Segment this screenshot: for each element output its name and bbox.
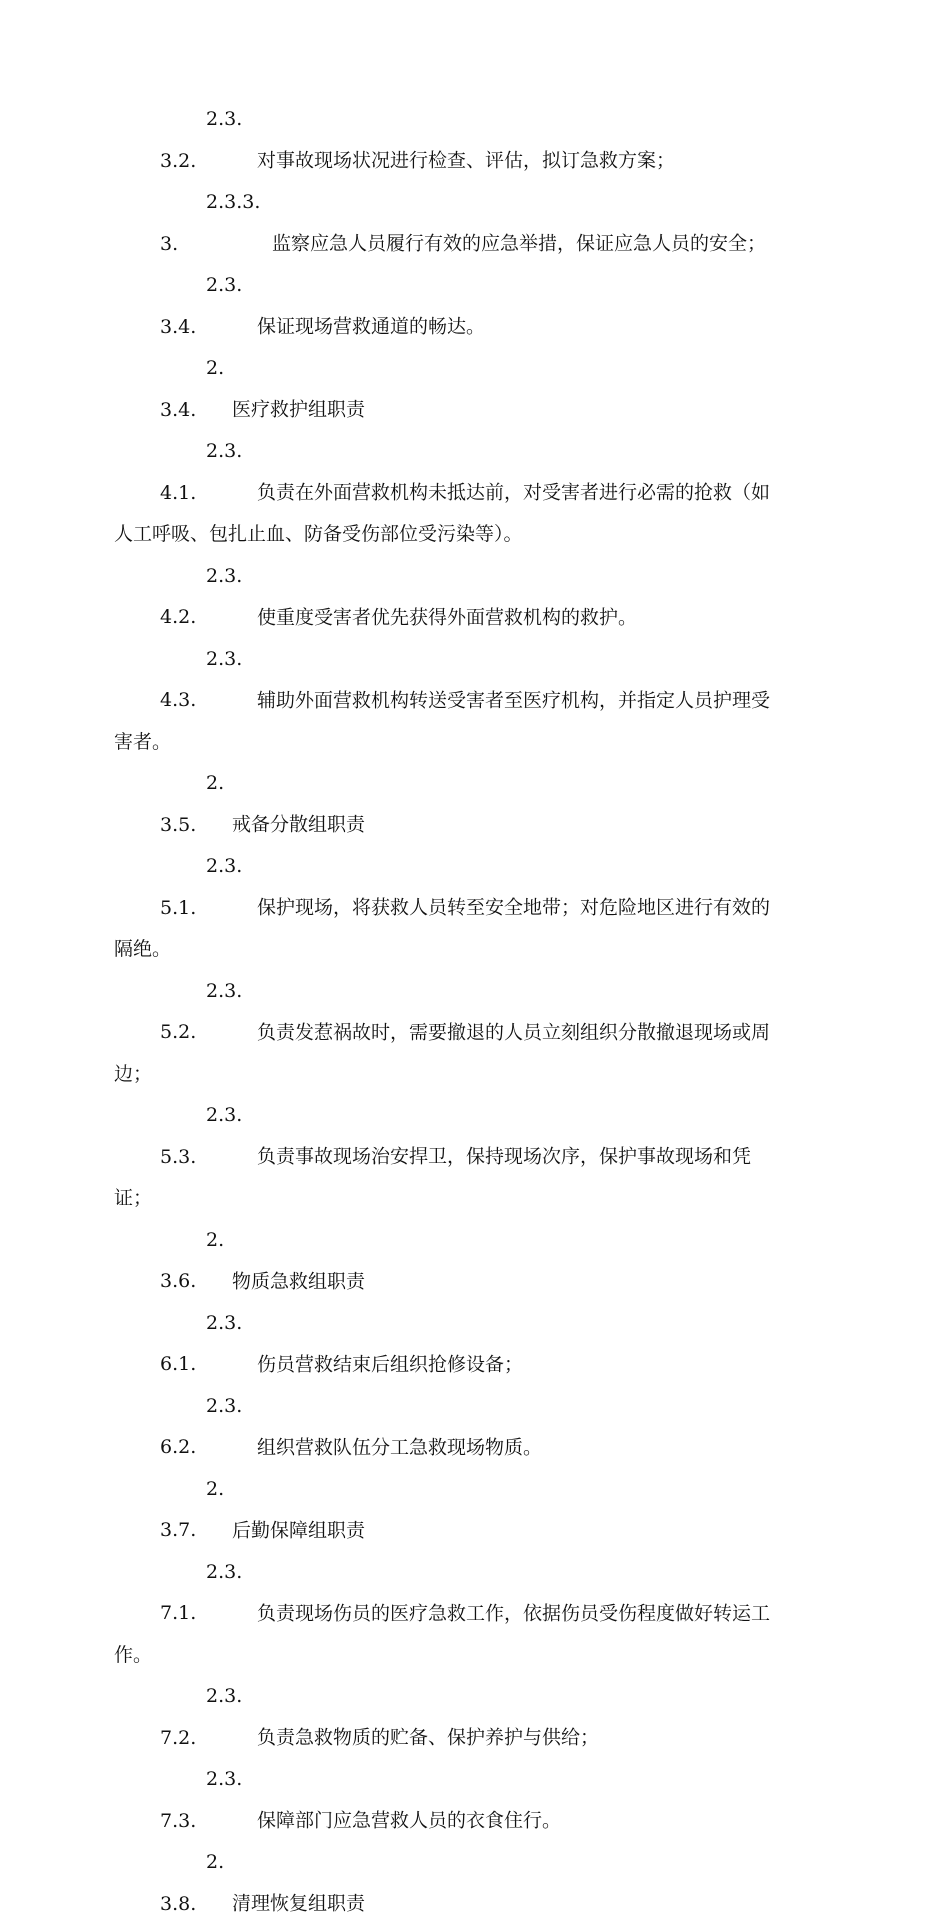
document-page (114, 99, 786, 1925)
paragraph-2-3-3-2 (114, 99, 786, 182)
section-number: 2.3.6.2. (160, 1394, 243, 1458)
section-number: 2.3.4.1. (160, 440, 243, 504)
paragraph-2-3-5-3 (114, 1095, 786, 1220)
section-number: 2.3.3.3. (160, 191, 261, 255)
section-number: 2.3.5.2. (160, 979, 243, 1043)
paragraph-2-3-7-3 (114, 1759, 786, 1842)
paragraph-text: 保证现场营救通道的畅达。 (257, 315, 486, 338)
paragraph-text: 负责事故现场治安捍卫，保持现场次序，保护事故现场和凭证； (114, 1145, 752, 1209)
paragraph-2-3-3-4 (114, 265, 786, 348)
section-number: 2.3.4.3. (160, 647, 243, 711)
paragraph-text: 负责在外面营救机构未抵达前，对受害者进行必需的抢救（如人工呼吸、包扎止血、防备受伤部位受污染等）。 (114, 481, 771, 545)
section-number: 2.3.5.1. (160, 855, 243, 919)
heading-2-3-8 (114, 1842, 786, 1925)
section-number: 2.3.7.1. (160, 1560, 243, 1624)
section-number: 2.3.3.4. (160, 274, 243, 338)
section-number: 2.3.7. (160, 1477, 225, 1541)
paragraph-2-3-5-2 (114, 971, 786, 1096)
section-number: 2.3.6. (160, 1228, 225, 1292)
section-number: 2.3.4. (160, 357, 225, 421)
paragraph-text: 保障部门应急营救人员的衣食住行。 (257, 1809, 562, 1832)
section-number: 2.3.7.3. (160, 1768, 243, 1832)
paragraph-2-3-7-2 (114, 1676, 786, 1759)
heading-text: 戒备分散组职责 (232, 813, 366, 836)
paragraph-text: 监察应急人员履行有效的应急举措，保证应急人员的安全； (272, 232, 767, 255)
paragraph-text: 对事故现场状况进行检查、评估，拟订急救方案； (257, 149, 676, 172)
section-number: 2.3.4.2. (160, 564, 243, 628)
paragraph-2-3-7-1 (114, 1552, 786, 1677)
paragraph-text: 使重度受害者优先获得外面营救机构的救护。 (257, 606, 638, 628)
paragraph-text: 伤员营救结束后组织抢修设备； (257, 1353, 524, 1375)
paragraph-text: 保护现场，将获救人员转至安全地带；对危险地区进行有效的隔绝。 (114, 896, 771, 960)
section-number: 2.3.5.3. (160, 1104, 243, 1168)
paragraph-text: 负责现场伤员的医疗急救工作，依据伤员受伤程度做好转运工作。 (114, 1602, 771, 1666)
heading-2-3-4 (114, 348, 786, 431)
paragraph-2-3-6-1 (114, 1303, 786, 1386)
paragraph-2-3-6-2 (114, 1386, 786, 1469)
heading-2-3-6 (114, 1220, 786, 1303)
heading-text: 物质急救组职责 (232, 1270, 366, 1292)
section-number: 2.3.8. (160, 1851, 225, 1915)
section-number: 2.3.6.1. (160, 1311, 243, 1375)
heading-text: 清理恢复组职责 (232, 1892, 366, 1915)
paragraph-text: 负责急救物质的贮备、保护养护与供给； (257, 1726, 600, 1749)
heading-text: 后勤保障组职责 (232, 1519, 366, 1541)
section-number: 2.3.7.2. (160, 1685, 243, 1749)
paragraph-2-3-3-3 (114, 182, 786, 265)
paragraph-text: 组织营救队伍分工急救现场物质。 (257, 1436, 543, 1458)
paragraph-2-3-4-1 (114, 431, 786, 556)
paragraph-2-3-4-3 (114, 639, 786, 764)
paragraph-text: 负责发惹祸故时，需要撤退的人员立刻组织分散撤退现场或周边； (114, 1021, 771, 1085)
heading-2-3-5 (114, 763, 786, 846)
section-number: 2.3.3.2. (160, 108, 243, 172)
heading-2-3-7 (114, 1469, 786, 1552)
heading-text: 医疗救护组职责 (232, 398, 366, 421)
section-number: 2.3.5. (160, 772, 225, 836)
paragraph-2-3-4-2 (114, 556, 786, 639)
paragraph-2-3-5-1 (114, 846, 786, 971)
paragraph-text: 辅助外面营救机构转送受害者至医疗机构，并指定人员护理受害者。 (114, 689, 771, 753)
